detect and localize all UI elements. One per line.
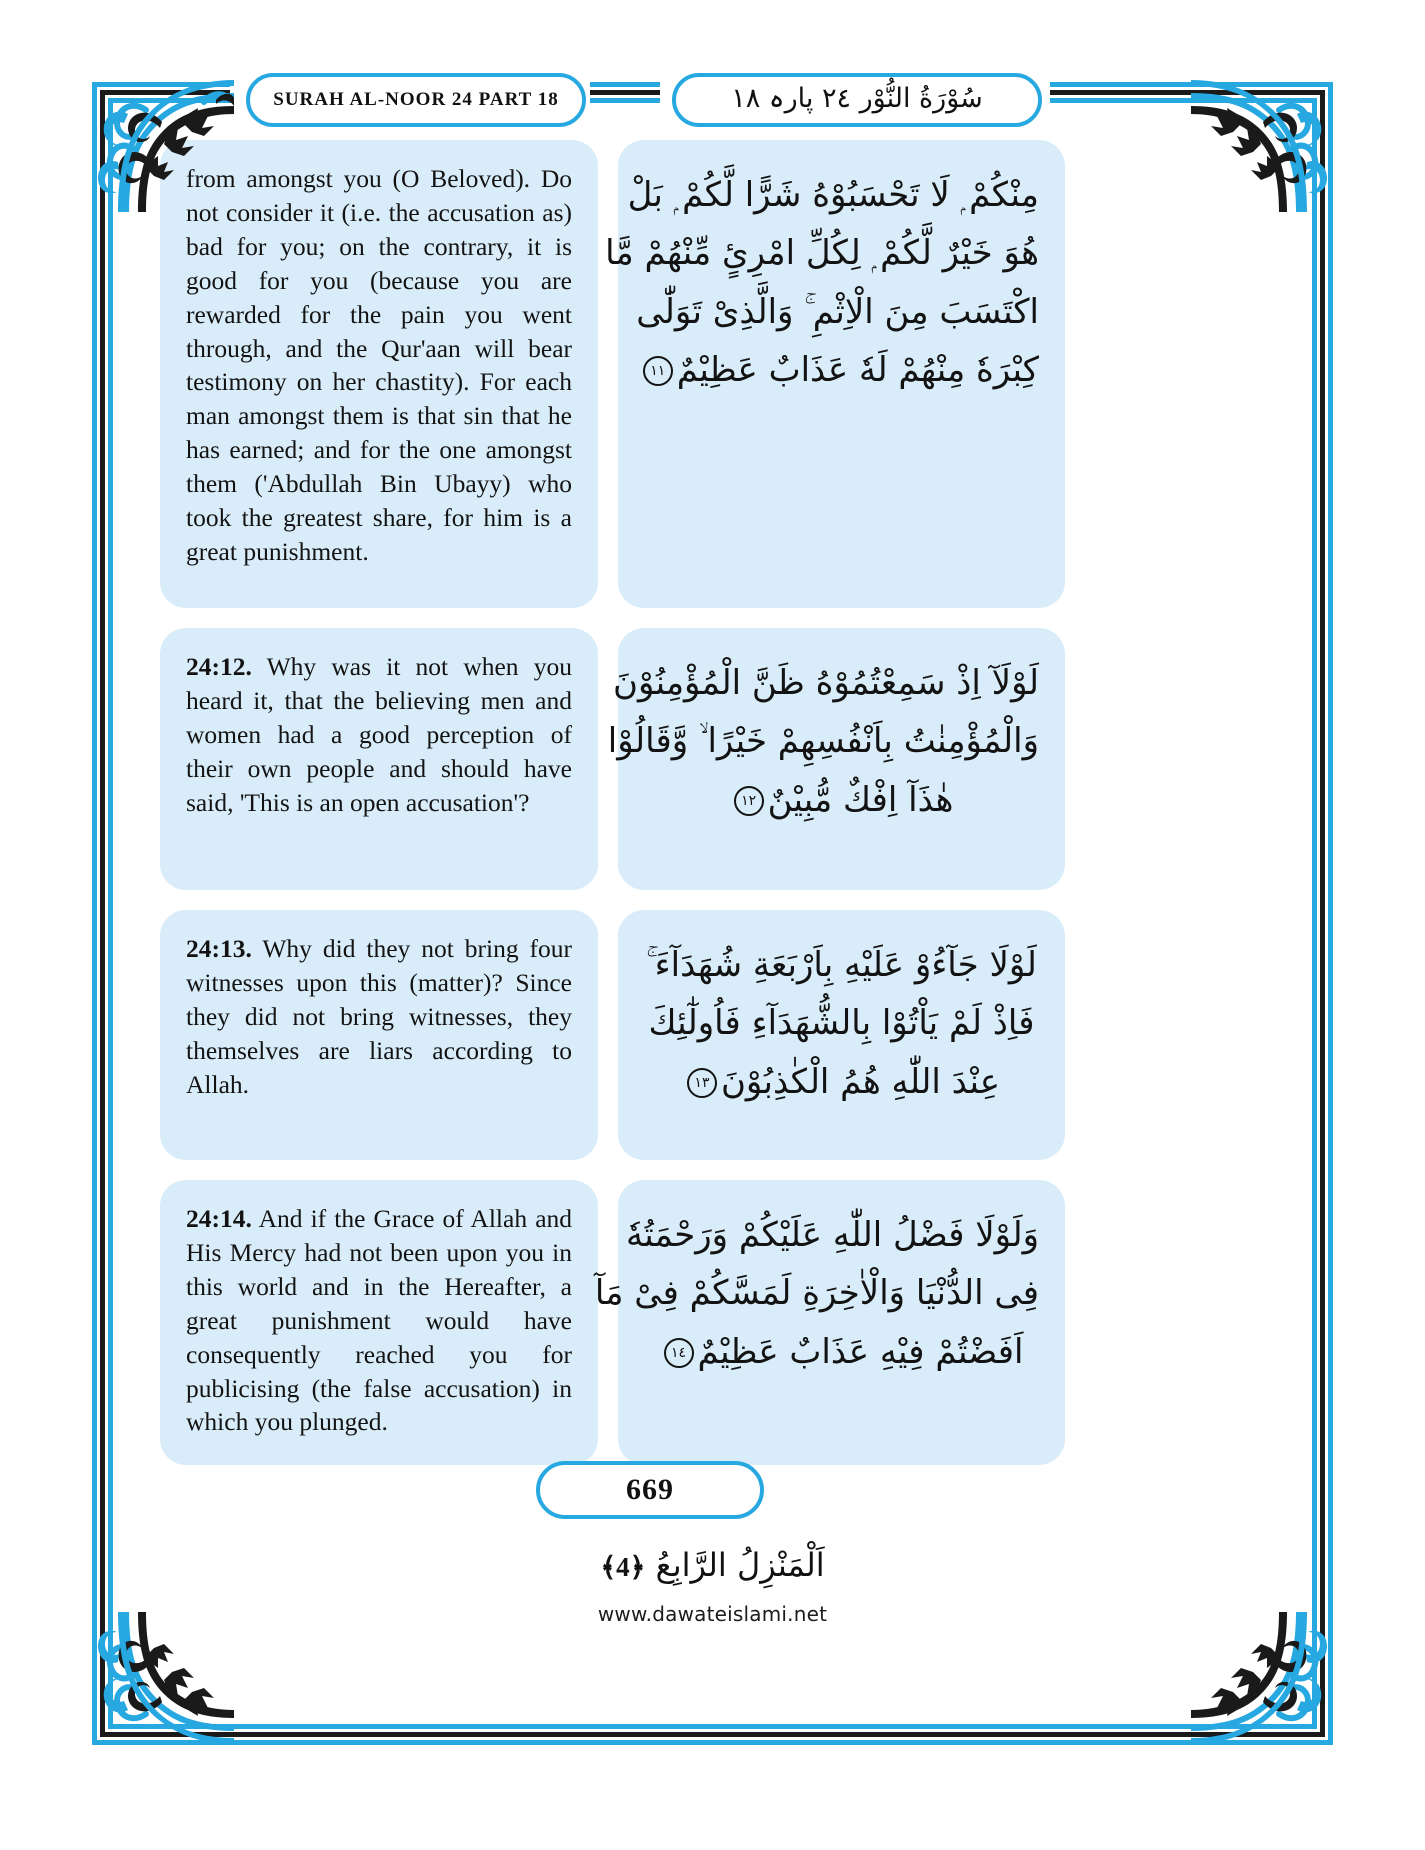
surah-title-english: SURAH AL-NOOR 24 PART 18 [273,89,559,110]
translation-text: from amongst you (O Beloved). Do not consider it (i.e. the accusation as) bad for you; on the contrary, it is good for you (because you are rewarded for the pain you went through, and the Qur'aan will bear testimony on her chastity). For each man amongst them is that sin that he has earned; and for the one amongst them ('Abdullah Bin Ubayy) who took the greatest share, for him is a great punishment. [186,164,572,566]
verse-row [160,140,1265,608]
translation-text: Why was it not when you heard it, that the believing men and women had a good perception of their own people and should have said, 'This is an open accusation'? [186,652,572,817]
arabic-line: فَاِذْ لَمْ يَاْتُوْا بِالشُّهَدَآءِ فَاُولٰٓئِكَ [648,1003,1035,1044]
arabic-line: لَوْلَا جَآءُوْ عَلَيْهِ بِاَرْبَعَةِ شُهَدَآءَ ۚ [646,945,1037,985]
translation-text: Why did they not bring four witnesses upon this (matter)? Since they did not bring witnesses, they themselves are liars according to Allah. [186,934,572,1099]
manzil-label [0,1546,1425,1584]
verse-row [160,1180,1265,1465]
ayah-end-marker: ١٢ [734,786,764,816]
website-url: www.dawateislami.net [597,1602,828,1626]
arabic-line: فِى الدُّنْيَا وَالْاٰخِرَةِ لَمَسَّكُمْ فِىْ مَآ [594,1273,1039,1314]
ayah-end-marker: ١٣ [687,1068,717,1098]
arabic-last-line [644,1323,1039,1381]
arabic-line: وَالْمُؤْمِنٰتُ بِاَنْفُسِهِمْ خَيْرًا ۙ وَّقَالُوْا [607,721,1039,762]
ayah-end-marker: ١٤ [664,1338,694,1368]
surah-title-capsule [246,73,586,127]
translation-panel [160,628,598,890]
translation-panel [160,1180,598,1465]
page-number-capsule [536,1461,764,1519]
arabic-text: كِبْرَهٗ مِنْهُمْ لَهٗ عَذَابٌ عَظِيْمٌ [676,350,1039,391]
arabic-panel [618,910,1065,1160]
arabic-text: اَفَضْتُمْ فِيْهِ عَذَابٌ عَظِيْمٌ [697,1331,1024,1372]
arabic-last-line [644,771,1039,829]
translation-panel [160,910,598,1160]
verse-number: 24:12. [186,652,252,681]
surah-title-capsule-arabic [672,73,1042,127]
translation-text: And if the Grace of Allah and His Mercy had not been upon you in this world and in the Hereafter, a great punishment would have consequently reached you for publicising (the false accusation) in which you plunged. [186,1204,573,1437]
arabic-text: عِنْدَ اللّٰهِ هُمُ الْكٰذِبُوْنَ [720,1061,1001,1102]
page-number: 669 [626,1473,674,1506]
arabic-line: وَلَوْلَا فَضْلُ اللّٰهِ عَلَيْكُمْ وَرَحْمَتُهٗ [626,1215,1039,1255]
surah-title-arabic: سُوْرَةُ النُّوْر ٢٤ پارہ ١٨ [731,82,983,114]
arabic-line: لَوْلَآ اِذْ سَمِعْتُمُوْهُ ظَنَّ الْمُؤْمِنُوْنَ [613,663,1039,703]
arabic-panel [594,1180,1065,1465]
manzil-arabic-text: اَلْمَنْزِلُ الرَّابِعُ [655,1546,825,1584]
arabic-text: هٰذَآ اِفْكٌ مُّبِيْنٌ [767,779,954,820]
ornament-corner-bottom-right [1191,1612,1341,1762]
verse-grid [160,140,1265,1437]
arabic-panel [605,140,1065,608]
ornament-corner-bottom-left [84,1612,234,1762]
arabic-panel [607,628,1065,890]
verse-row [160,628,1265,890]
ornament-corner-top-left [84,62,234,212]
arabic-line: مِنْكُمْ ۭ لَا تَحْسَبُوْهُ شَرًّا لَّكُمْ ۭ بَلْ [627,175,1039,215]
manzil-number: ﴿4﴾ [600,1552,646,1582]
verse-number: 24:14. [186,1204,252,1233]
verse-number: 24:13. [186,934,252,963]
arabic-line: اكْتَسَبَ مِنَ الْاِثْمِ ۚ وَالَّذِىْ تَوَلّٰى [636,291,1039,332]
ayah-end-marker: ١١ [643,356,673,386]
arabic-last-line [644,1053,1039,1111]
verse-row [160,910,1265,1160]
ornament-corner-top-right [1191,62,1341,212]
arabic-last-line [644,341,1039,399]
arabic-line: هُوَ خَيْرٌ لَّكُمْ ۭ لِكُلِّ امْرِئٍ مِّنْهُمْ مَّا [605,233,1039,274]
